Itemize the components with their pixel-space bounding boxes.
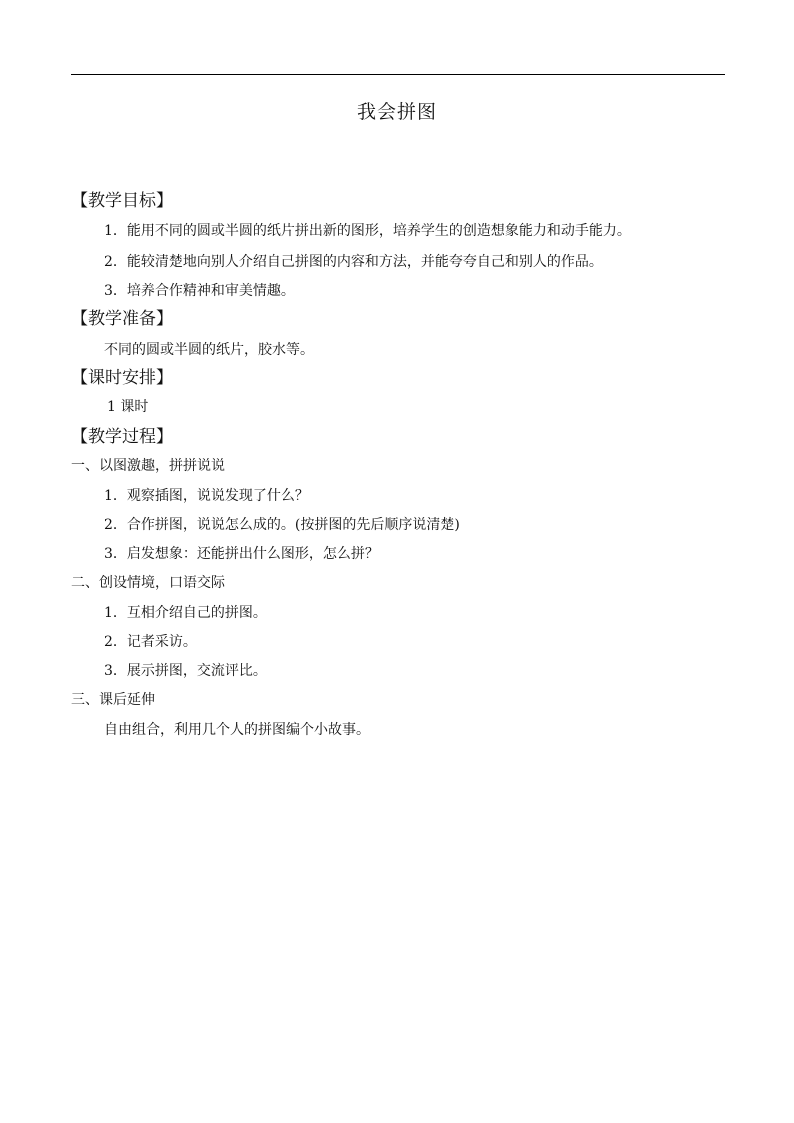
header-rule: [71, 74, 725, 75]
schedule-text: 1 课时: [107, 399, 149, 415]
section-heading-preparation: 【教学准备】: [71, 309, 173, 329]
goal-item: 3．培养合作精神和审美情趣。: [104, 283, 295, 299]
document-title: 我会拼图: [356, 101, 437, 123]
process-item: 1．观察插图，说说发现了什么？: [104, 488, 309, 504]
process-item: 2．记者采访。: [104, 634, 197, 650]
preparation-text: 不同的圆或半圆的纸片，胶水等。: [104, 342, 314, 358]
section-heading-process: 【教学过程】: [71, 427, 173, 447]
process-part-label: 二、创设情境，口语交际: [71, 575, 225, 591]
process-item: 1．互相介绍自己的拼图。: [104, 605, 267, 621]
goal-item: 1．能用不同的圆或半圆的纸片拼出新的图形，培养学生的创造想象能力和动手能力。: [104, 223, 631, 239]
goal-item: 2．能较清楚地向别人介绍自己拼图的内容和方法，并能夸夸自己和别人的作品。: [104, 254, 603, 270]
process-item: 3．展示拼图，交流评比。: [104, 663, 267, 679]
section-heading-schedule: 【课时安排】: [71, 368, 173, 388]
section-heading-goals: 【教学目标】: [71, 191, 173, 211]
process-item: 自由组合，利用几个人的拼图编个小故事。: [104, 722, 370, 738]
process-item: 3．启发想象：还能拼出什么图形，怎么拼？: [104, 546, 379, 562]
process-item: 2．合作拼图，说说怎么成的。(按拼图的先后顺序说清楚): [104, 517, 460, 533]
process-part-label: 三、课后延伸: [71, 692, 155, 708]
process-part-label: 一、以图激趣，拼拼说说: [71, 458, 225, 474]
